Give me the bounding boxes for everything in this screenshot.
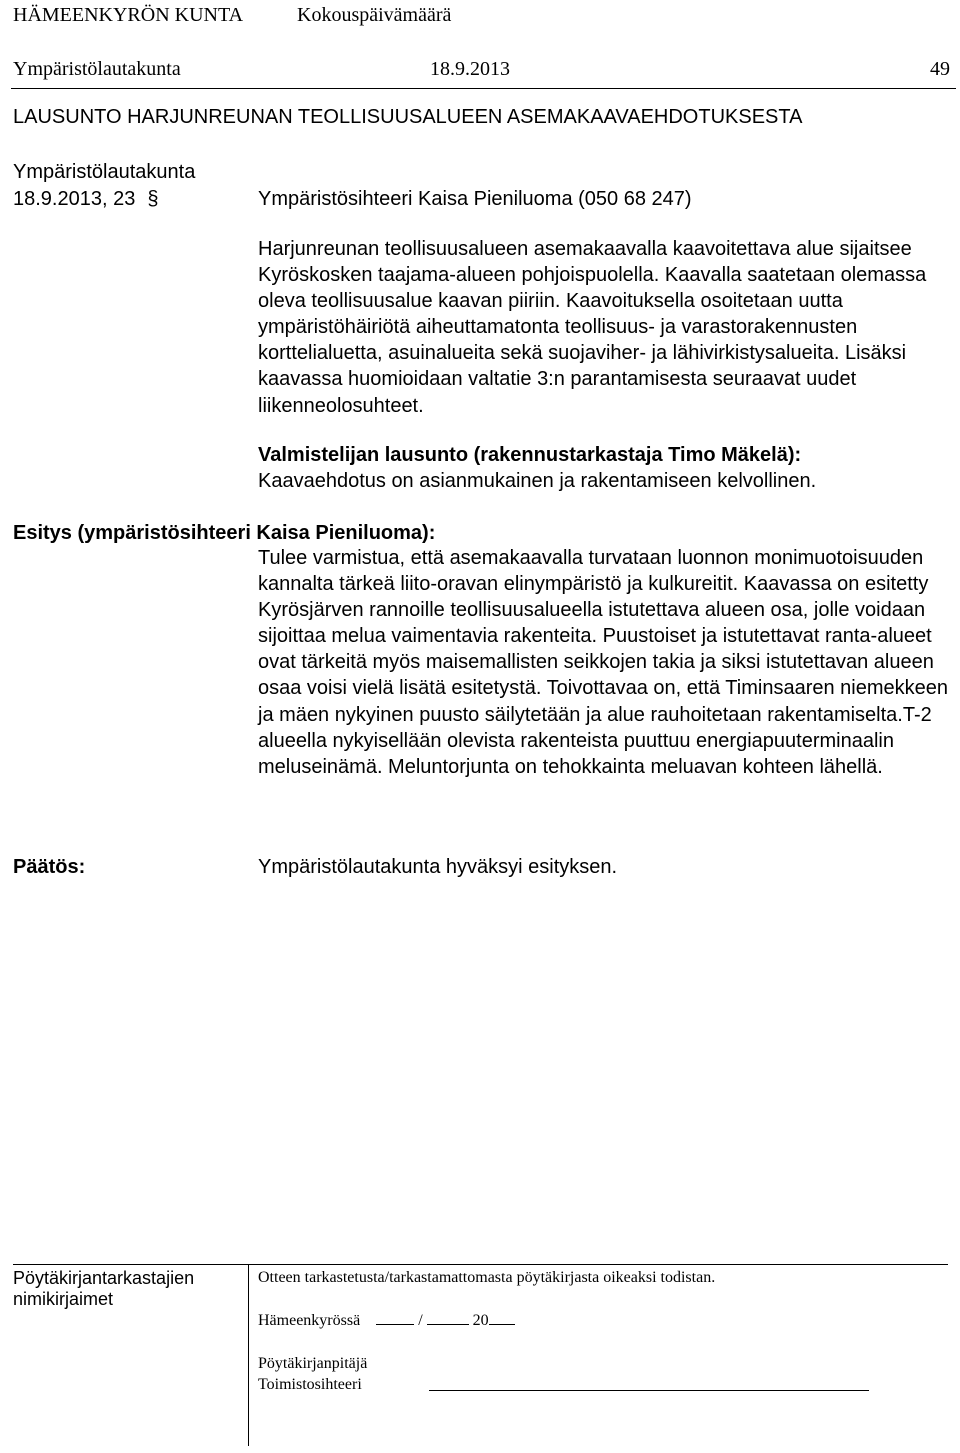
secretary-title: Toimistosihteeri (258, 1376, 362, 1393)
place-date-line (258, 1310, 515, 1331)
preparer-contact: Ympäristösihteeri Kaisa Pieniluoma (050 68 247) (258, 188, 692, 210)
proposal-label: Esitys (ympäristösihteeri Kaisa Pieniluoma): (13, 522, 436, 544)
description-paragraph (258, 236, 953, 419)
reference-date: 18.9.2013, 23 (13, 188, 136, 210)
date-separator: / (418, 1312, 423, 1329)
section-reference (13, 159, 692, 213)
proposal-text: Tulee varmistua, että asemakaavalla turvataan luonnon monimuotoisuuden kannalta tärkeä liito-oravan elinympäristö ja kulkureitit. Kaavassa on esitetty Kyrösjärven rannoille teollisuusalueella istutettava alueen osa, jolle voidaan sijoittaa melua vaimentavia rakenteita. Puustoiset ja istutettavat ranta-alueet ovat tärkeitä myös maisemallisten seikkojen takia ja siksi istutettavan alueen osaa voisi vielä lisätä esitetystä. Toivottavaa on, että Timinsaaren niemekkeen ja mäen nykyinen puusto säilytetään ja alue rauhoitetaan rakentamiselta.T-2 alueella nykyisellään olevista rakenteista puuttuu energiapuuterminaalin meluseinämä. Meluntorjunta on tehokkainta meluavan kohteen lähellä. (258, 547, 948, 778)
decision-label: Päätös: (13, 856, 86, 878)
signers-initials-label: Pöytäkirjantarkastajien nimikirjaimet (13, 1268, 195, 1309)
header-body-name: Ympäristölautakunta (13, 58, 181, 80)
month-blank (427, 1310, 469, 1325)
year-blank (489, 1310, 515, 1325)
description-text: Harjunreunan teollisuusalueen asemakaavalla kaavoitettava alue sijaitsee Kyröskosken taajama-alueen pohjoispuolella. Kaavalla saatetaan olemassa oleva teollisuusalue kaavan piiriin. Kaavoituksella osoitetaan uutta ympäristöhäiriötä aiheuttamatonta teollisuus- ja varastorakennusten korttelialuetta, asuinalueita sekä suojaviher- ja lähivirkistysalueita. Lisäksi kaavassa huomioidaan valtatie 3:n parantamisesta seuraavat uudet liikenneolosuhteet. (258, 238, 927, 417)
day-blank (376, 1310, 414, 1325)
attestation-text: Otteen tarkastetusta/tarkastamattomasta pöytäkirjasta oikeaksi todistan. (258, 1269, 716, 1286)
document-title: LAUSUNTO HARJUNREUNAN TEOLLISUUSALUEEN ASEMAKAAVAEHDOTUKSESTA (13, 106, 803, 128)
place-name: Hämeenkyrössä (258, 1312, 361, 1329)
year-prefix: 20 (472, 1312, 489, 1329)
reference-body-name: Ympäristölautakunta (13, 161, 196, 183)
proposal-paragraph (258, 545, 953, 780)
section-sign: § (147, 188, 159, 210)
footer-column-divider (248, 1264, 249, 1446)
preparer-statement (258, 442, 953, 494)
decision-text: Ympäristölautakunta hyväksyi esityksen. (258, 856, 618, 878)
signature-line (429, 1390, 869, 1391)
footer-top-rule (13, 1264, 948, 1265)
meeting-date: 18.9.2013 (430, 58, 510, 80)
secretary-label: Pöytäkirjanpitäjä (258, 1355, 368, 1372)
page-number: 49 (930, 58, 950, 80)
header-divider (11, 88, 956, 89)
reference-date-section (13, 186, 195, 213)
document-type: Kokouspäivämäärä (297, 4, 452, 26)
preparer-statement-label: Valmistelijan lausunto (rakennustarkastaja Timo Mäkelä): (258, 444, 802, 466)
organization-name: HÄMEENKYRÖN KUNTA (13, 4, 244, 26)
preparer-statement-text: Kaavaehdotus on asianmukainen ja rakentamiseen kelvollinen. (258, 470, 817, 493)
signature-footer (13, 1264, 948, 1446)
